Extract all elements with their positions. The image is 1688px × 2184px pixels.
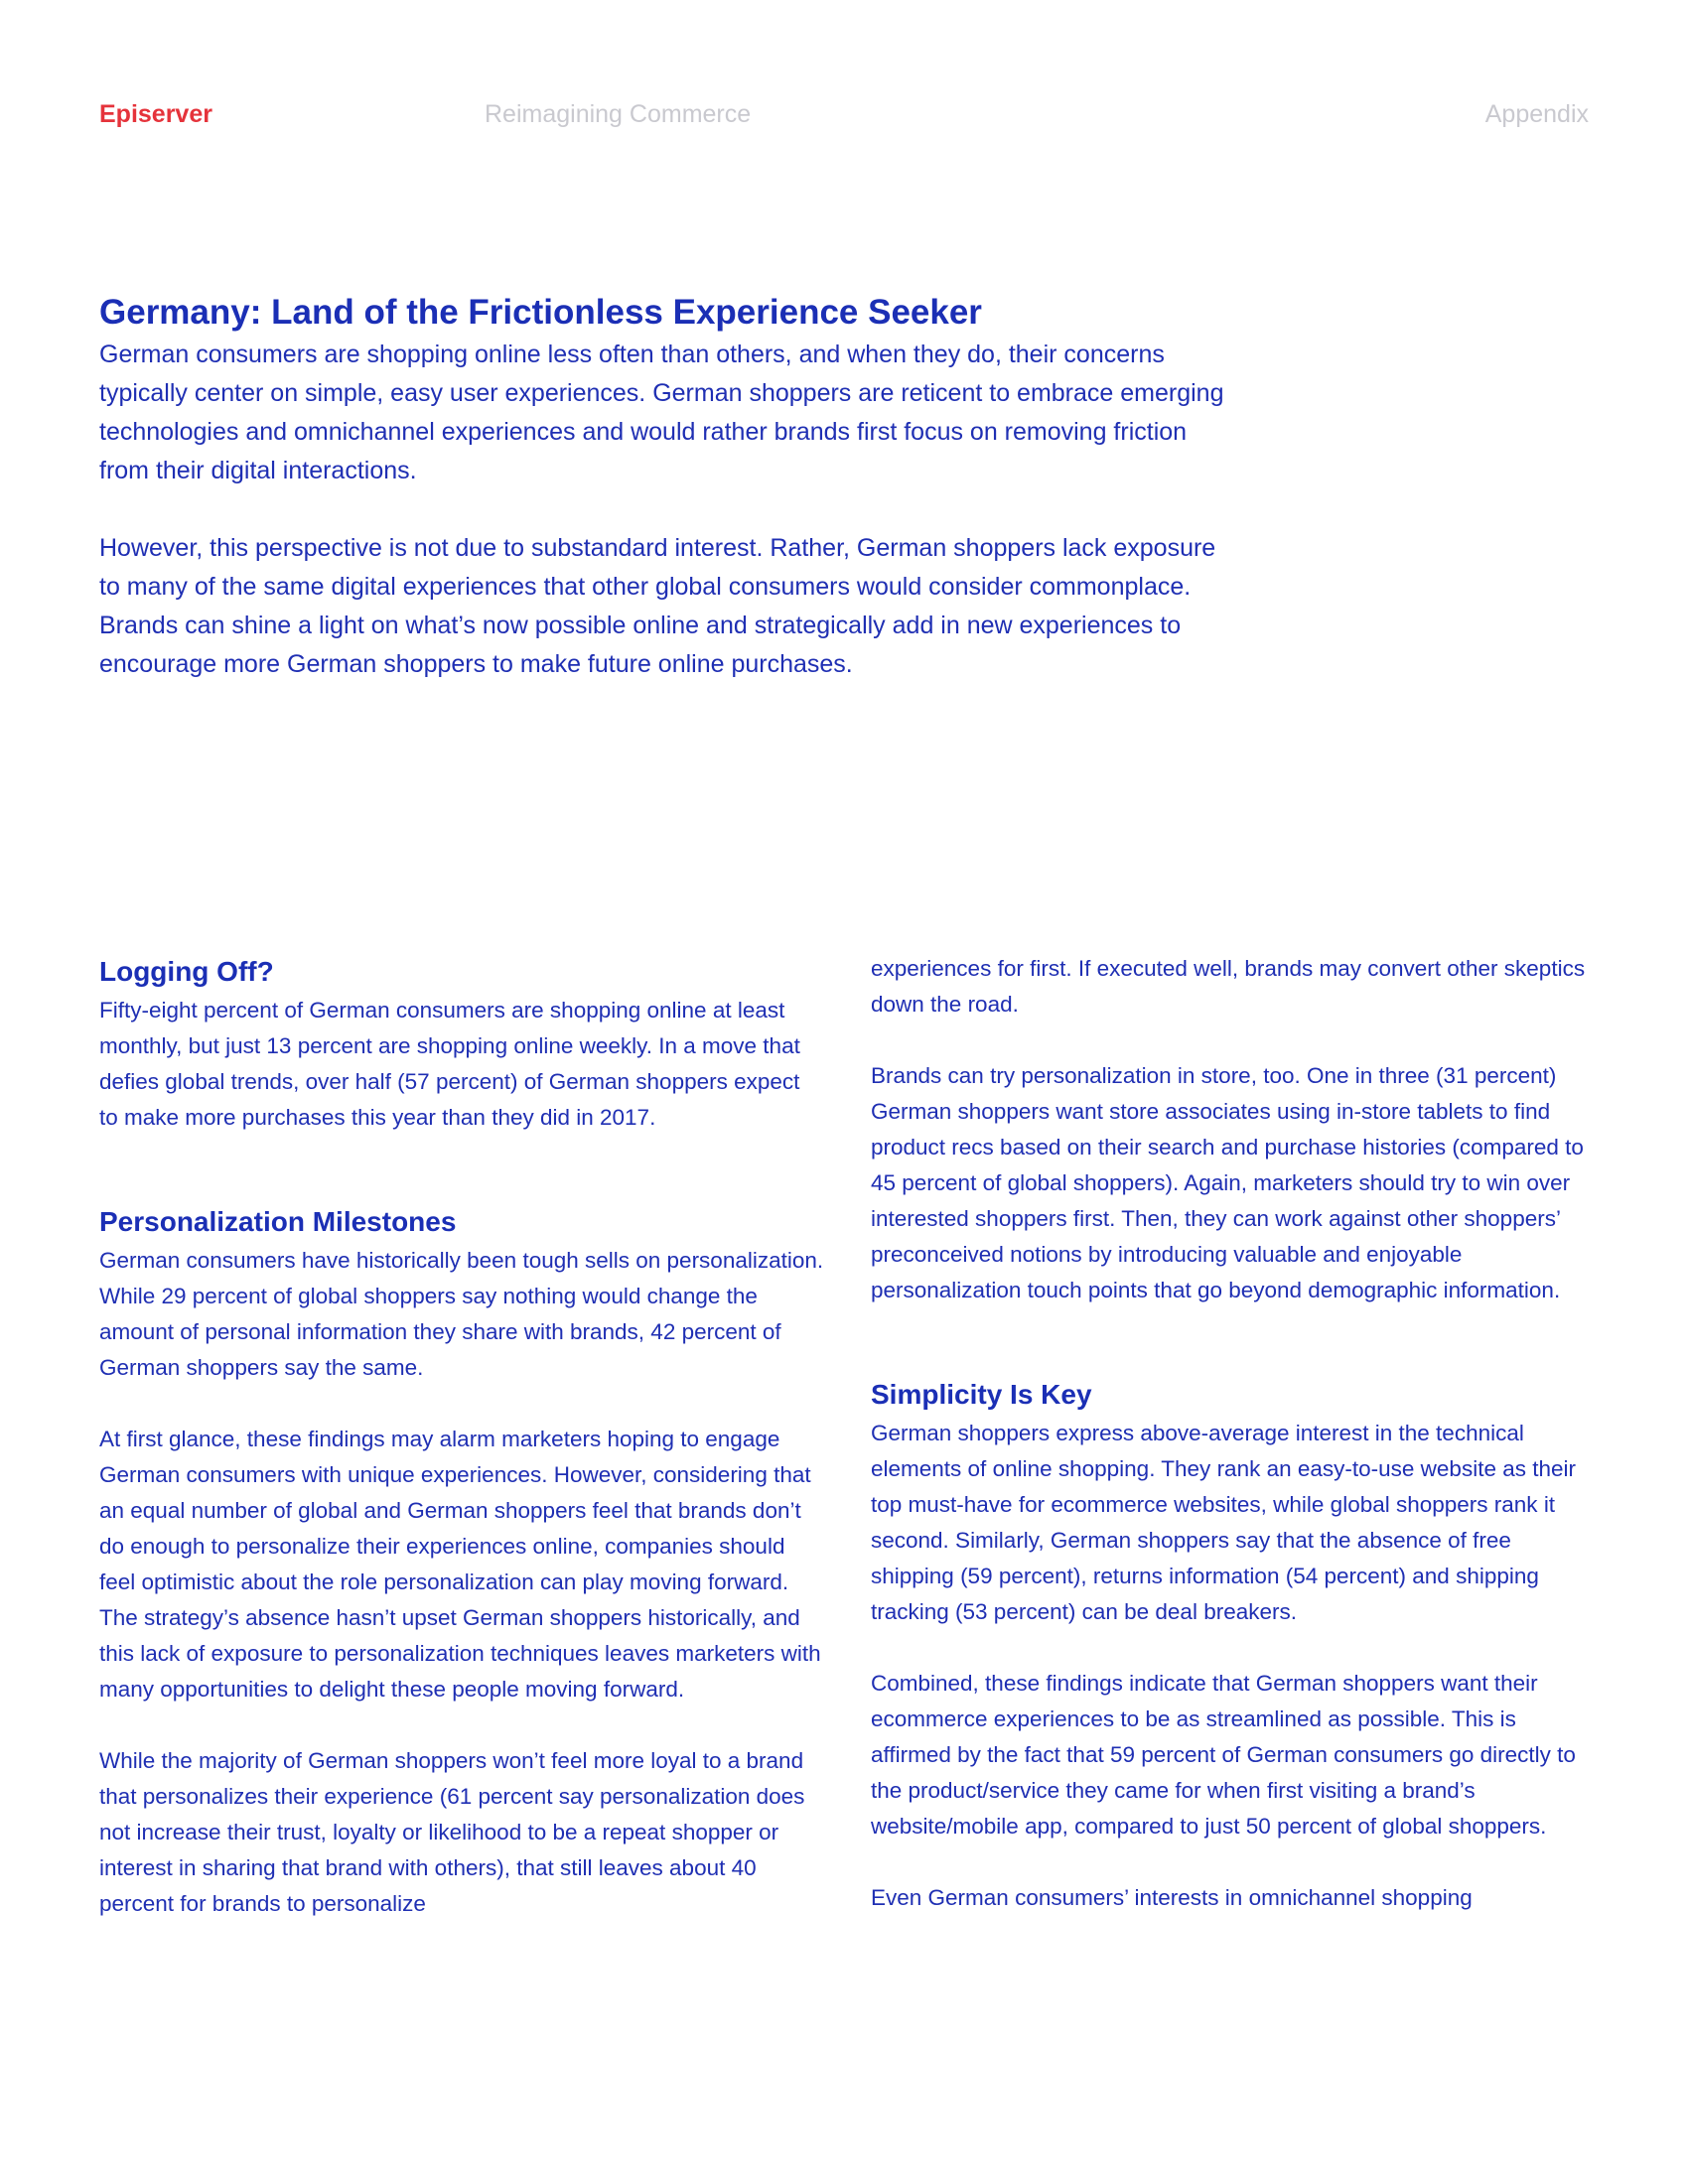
body-paragraph: Fifty-eight percent of German consumers are shopping online at least monthly, but just 13 percent are shopping online weekly. In a move that defies global trends, over half (57 percent) of German shoppers expect to make more purchases this year than they did in 2017. xyxy=(99,998,800,1130)
body-paragraph: Combined, these findings indicate that German shoppers want their ecommerce experiences to be as streamlined as possible. This is affirmed by the fact that 59 percent of German consumers go directly to the product/service they came for when first visiting a brand’s website/mobile app, compared to just 50 percent of global shoppers. xyxy=(871,1671,1576,1839)
intro-paragraph: German consumers are shopping online less often than others, and when they do, their concerns typically center on simple, easy user experiences. German shoppers are reticent to embrace emerging technologies and omnichannel experiences and would rather brands first focus on removing friction from their digital interactions. xyxy=(99,341,1224,484)
body-paragraph: Even German consumers’ interests in omnichannel shopping xyxy=(871,1885,1473,1910)
body-paragraph: German shoppers express above-average interest in the technical elements of online shopping. They rank an easy-to-use website as their top must-have for ecommerce websites, while global shoppers rank it second. Similarly, German shoppers say that the absence of free shipping (59 percent), returns information (54 percent) and shipping tracking (53 percent) can be deal breakers. xyxy=(871,1421,1576,1624)
brand-logo[interactable]: Episerver xyxy=(99,100,212,128)
body-paragraph: experiences for first. If executed well, brands may convert other skeptics down the road. xyxy=(871,956,1586,1017)
nav-reimagining-commerce[interactable]: Reimagining Commerce xyxy=(485,100,752,128)
right-column xyxy=(871,951,1596,1916)
intro-section xyxy=(99,290,1231,684)
left-column xyxy=(99,951,824,1922)
page-header xyxy=(99,97,1589,131)
body-paragraph: While the majority of German shoppers won’t feel more loyal to a brand that personalizes their experience (61 percent say personalization does not increase their trust, loyalty or likelihood to be a repeat shopper or interest in sharing that brand with others), that still leaves about 40 percent for brands to personalize xyxy=(99,1748,805,1916)
body-paragraph: Brands can try personalization in store, too. One in three (31 percent) German shoppers want store associates using in-store tablets to find product recs based on their search and purchase histories (compared to 45 percent of global shoppers). Again, marketers should try to win over interested shoppers first. Then, they can work against other shoppers’ preconceived notions by introducing valuable and enjoyable personalization touch points that go beyond demographic information. xyxy=(871,1063,1584,1302)
section-heading-logging-off: Logging Off? xyxy=(99,956,274,987)
intro-paragraph: However, this perspective is not due to substandard interest. Rather, German shoppers lack exposure to many of the same digital experiences that other global consumers would consider commonplace. Brands can shine a light on what’s now possible online and strategically add in new experiences to encourage more German shoppers to make future online purchases. xyxy=(99,534,1216,678)
body-paragraph: German consumers have historically been tough sells on personalization. While 29 percent of global shoppers say nothing would change the amount of personal information they share with brands, 42 percent of German shoppers say the same. xyxy=(99,1248,824,1380)
section-heading-simplicity: Simplicity Is Key xyxy=(871,1379,1092,1410)
section-heading-personalization: Personalization Milestones xyxy=(99,1206,457,1237)
body-paragraph: At first glance, these findings may alarm marketers hoping to engage German consumers with unique experiences. However, considering that an equal number of global and German shoppers feel that brands don’t do enough to personalize their experiences online, companies should feel optimistic about the role personalization can play moving forward. The strategy’s absence hasn’t upset German shoppers historically, and this lack of exposure to personalization techniques leaves marketers with many opportunities to delight these people moving forward. xyxy=(99,1427,821,1702)
page-title: Germany: Land of the Frictionless Experience Seeker xyxy=(99,293,982,332)
nav-appendix[interactable]: Appendix xyxy=(1484,100,1589,128)
